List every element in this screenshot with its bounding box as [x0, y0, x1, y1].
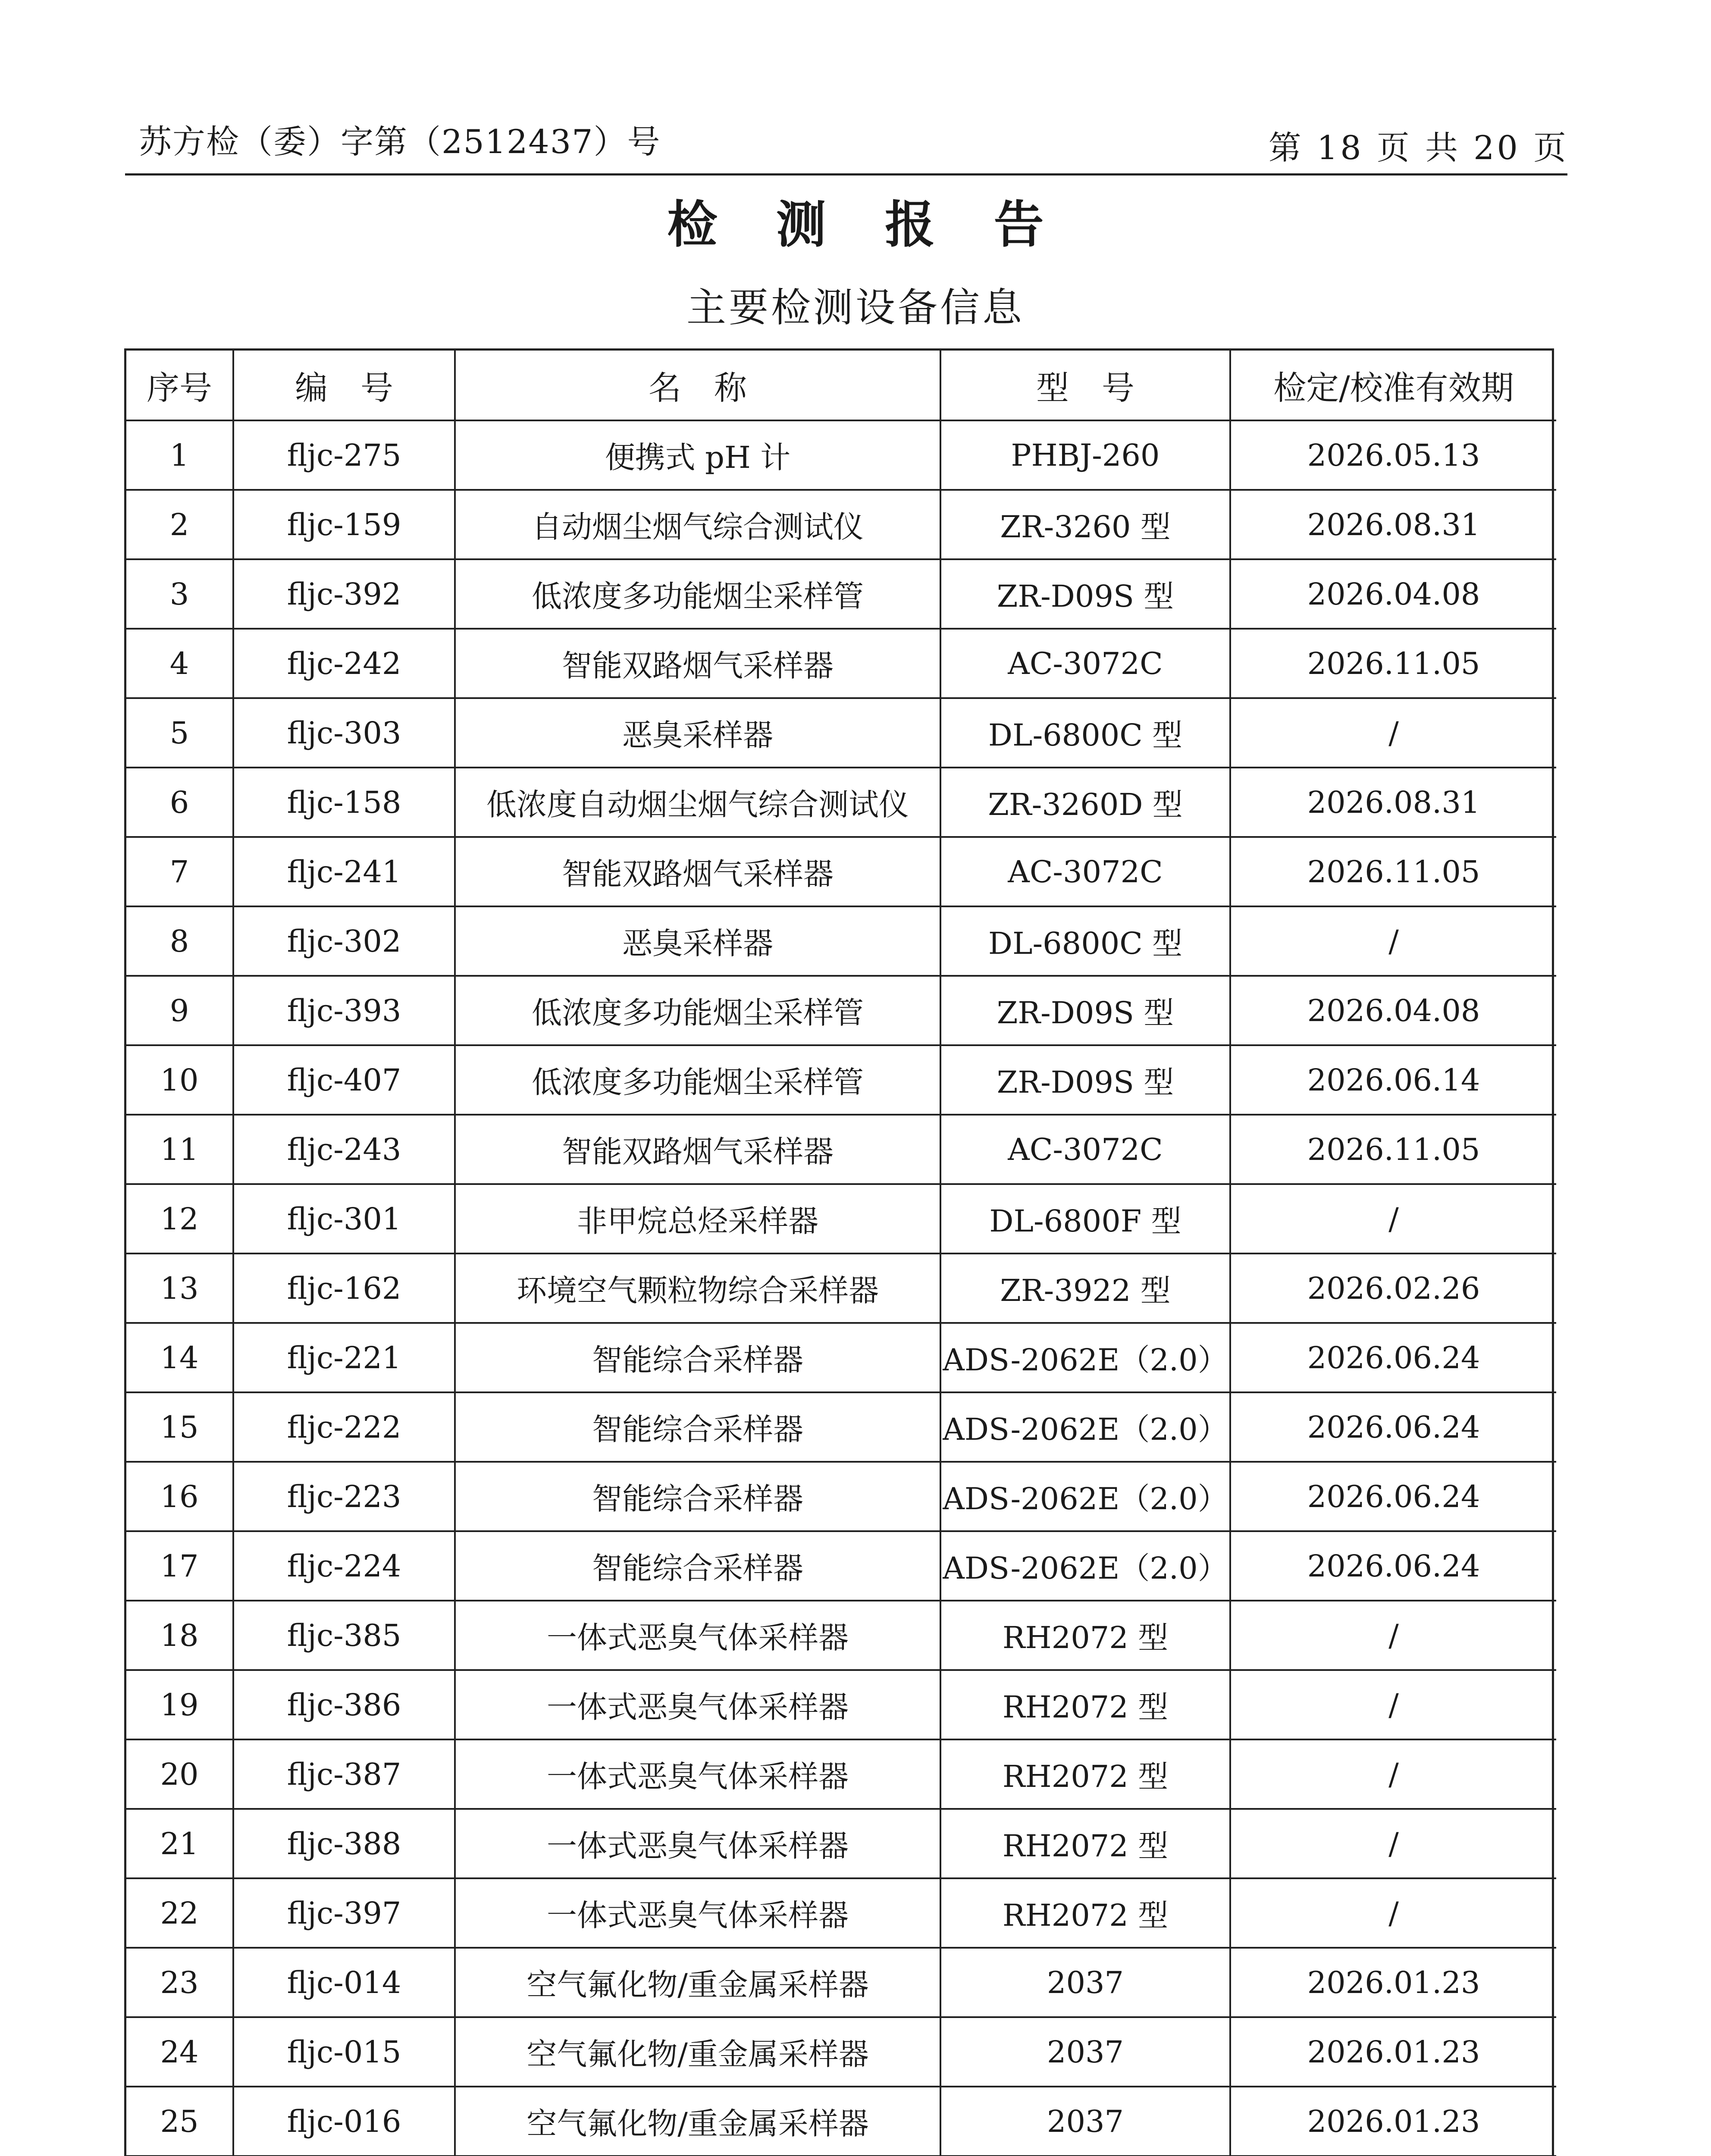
table-header-row: [126, 351, 1556, 420]
cell-col-code: fljc-016: [233, 2087, 455, 2156]
cell-col-validity: /: [1230, 1184, 1556, 1253]
cell-col-code: fljc-397: [233, 1878, 455, 1948]
table-row: [126, 2017, 1556, 2087]
cell-col-name: 低浓度自动烟尘烟气综合测试仪: [455, 768, 940, 837]
cell-col-index: 23: [126, 1948, 233, 2017]
cell-col-code: fljc-303: [233, 698, 455, 768]
cell-col-name: 智能双路烟气采样器: [455, 837, 940, 906]
cell-col-code: fljc-242: [233, 629, 455, 698]
cell-col-index: 9: [126, 976, 233, 1045]
table-row: [126, 1253, 1556, 1323]
cell-col-name: 智能综合采样器: [455, 1462, 940, 1531]
cell-col-validity: 2026.06.24: [1230, 1392, 1556, 1462]
cell-col-validity: 2026.11.05: [1230, 837, 1556, 906]
cell-col-name: 空气氟化物/重金属采样器: [455, 2017, 940, 2087]
table-row: [126, 1045, 1556, 1115]
cell-col-validity: /: [1230, 1809, 1556, 1878]
cell-col-model: ZR-3260D 型: [940, 768, 1230, 837]
cell-col-name: 非甲烷总烃采样器: [455, 1184, 940, 1253]
table-row: [126, 490, 1556, 559]
cell-col-code: fljc-015: [233, 2017, 455, 2087]
table-row: [126, 837, 1556, 906]
cell-col-index: 5: [126, 698, 233, 768]
cell-col-code: fljc-275: [233, 420, 455, 490]
cell-col-name: 低浓度多功能烟尘采样管: [455, 976, 940, 1045]
cell-col-validity: 2026.04.08: [1230, 559, 1556, 629]
cell-col-index: 18: [126, 1601, 233, 1670]
cell-col-model: DL-6800C 型: [940, 906, 1230, 976]
cell-col-index: 20: [126, 1739, 233, 1809]
cell-col-index: 17: [126, 1531, 233, 1601]
table-body: [126, 420, 1556, 2156]
cell-col-name: 智能综合采样器: [455, 1323, 940, 1392]
table-row: [126, 559, 1556, 629]
section-subtitle: 主要检测设备信息: [686, 285, 1025, 331]
cell-col-index: 19: [126, 1670, 233, 1739]
cell-col-validity: /: [1230, 698, 1556, 768]
cell-col-code: fljc-241: [233, 837, 455, 906]
table-row: [126, 1670, 1556, 1739]
cell-col-model: ZR-3260 型: [940, 490, 1230, 559]
header-divider: [125, 173, 1567, 175]
cell-col-validity: 2026.11.05: [1230, 1115, 1556, 1184]
cell-col-index: 14: [126, 1323, 233, 1392]
cell-col-validity: 2026.04.08: [1230, 976, 1556, 1045]
table-row: [126, 1392, 1556, 1462]
cell-col-model: AC-3072C: [940, 629, 1230, 698]
cell-col-code: fljc-388: [233, 1809, 455, 1878]
cell-col-index: 11: [126, 1115, 233, 1184]
table-row: [126, 420, 1556, 490]
cell-col-name: 一体式恶臭气体采样器: [455, 1878, 940, 1948]
cell-col-name: 恶臭采样器: [455, 906, 940, 976]
cell-col-index: 13: [126, 1253, 233, 1323]
cell-col-code: fljc-014: [233, 1948, 455, 2017]
cell-col-validity: 2026.06.24: [1230, 1323, 1556, 1392]
cell-col-code: fljc-243: [233, 1115, 455, 1184]
cell-col-code: fljc-223: [233, 1462, 455, 1531]
cell-col-code: fljc-386: [233, 1670, 455, 1739]
cell-col-model: RH2072 型: [940, 1809, 1230, 1878]
cell-col-index: 4: [126, 629, 233, 698]
report-title: 检 测 报 告: [667, 195, 1065, 254]
header-col-index: 序号: [126, 351, 233, 420]
cell-col-code: fljc-302: [233, 906, 455, 976]
table-row: [126, 2087, 1556, 2156]
cell-col-index: 15: [126, 1392, 233, 1462]
table-row: [126, 1601, 1556, 1670]
table-row: [126, 976, 1556, 1045]
table-row: [126, 1184, 1556, 1253]
cell-col-model: PHBJ-260: [940, 420, 1230, 490]
table-row: [126, 1878, 1556, 1948]
cell-col-name: 恶臭采样器: [455, 698, 940, 768]
cell-col-validity: 2026.01.23: [1230, 2017, 1556, 2087]
cell-col-model: ADS-2062E（2.0）: [940, 1462, 1230, 1531]
cell-col-validity: 2026.01.23: [1230, 2087, 1556, 2156]
cell-col-validity: 2026.06.24: [1230, 1531, 1556, 1601]
cell-col-model: ZR-D09S 型: [940, 559, 1230, 629]
cell-col-validity: /: [1230, 1601, 1556, 1670]
cell-col-name: 低浓度多功能烟尘采样管: [455, 559, 940, 629]
header-col-code: 编 号: [233, 351, 455, 420]
page-indicator: 第 18 页 共 20 页: [1268, 128, 1569, 167]
equipment-table: [126, 351, 1556, 2156]
cell-col-index: 22: [126, 1878, 233, 1948]
cell-col-name: 智能综合采样器: [455, 1531, 940, 1601]
cell-col-index: 2: [126, 490, 233, 559]
table-row: [126, 698, 1556, 768]
cell-col-model: 2037: [940, 1948, 1230, 2017]
table-row: [126, 1531, 1556, 1601]
cell-col-index: 6: [126, 768, 233, 837]
cell-col-model: ZR-D09S 型: [940, 1045, 1230, 1115]
table-row: [126, 1948, 1556, 2017]
cell-col-name: 一体式恶臭气体采样器: [455, 1809, 940, 1878]
cell-col-name: 一体式恶臭气体采样器: [455, 1670, 940, 1739]
cell-col-name: 空气氟化物/重金属采样器: [455, 1948, 940, 2017]
cell-col-code: fljc-162: [233, 1253, 455, 1323]
cell-col-name: 空气氟化物/重金属采样器: [455, 2087, 940, 2156]
cell-col-validity: 2026.08.31: [1230, 490, 1556, 559]
cell-col-model: AC-3072C: [940, 837, 1230, 906]
cell-col-model: DL-6800C 型: [940, 698, 1230, 768]
table-row: [126, 1462, 1556, 1531]
cell-col-index: 24: [126, 2017, 233, 2087]
cell-col-model: ADS-2062E（2.0）: [940, 1531, 1230, 1601]
cell-col-model: ZR-3922 型: [940, 1253, 1230, 1323]
cell-col-model: ADS-2062E（2.0）: [940, 1392, 1230, 1462]
cell-col-model: 2037: [940, 2017, 1230, 2087]
cell-col-name: 低浓度多功能烟尘采样管: [455, 1045, 940, 1115]
cell-col-index: 8: [126, 906, 233, 976]
cell-col-validity: 2026.01.23: [1230, 1948, 1556, 2017]
cell-col-validity: 2026.08.31: [1230, 768, 1556, 837]
cell-col-code: fljc-385: [233, 1601, 455, 1670]
cell-col-code: fljc-222: [233, 1392, 455, 1462]
cell-col-validity: 2026.05.13: [1230, 420, 1556, 490]
cell-col-model: DL-6800F 型: [940, 1184, 1230, 1253]
cell-col-name: 便携式 pH 计: [455, 420, 940, 490]
cell-col-index: 3: [126, 559, 233, 629]
cell-col-index: 10: [126, 1045, 233, 1115]
cell-col-validity: /: [1230, 906, 1556, 976]
equipment-table-frame: [124, 348, 1554, 2156]
cell-col-model: RH2072 型: [940, 1601, 1230, 1670]
table-row: [126, 906, 1556, 976]
cell-col-code: fljc-393: [233, 976, 455, 1045]
cell-col-code: fljc-221: [233, 1323, 455, 1392]
cell-col-name: 环境空气颗粒物综合采样器: [455, 1253, 940, 1323]
cell-col-index: 25: [126, 2087, 233, 2156]
cell-col-index: 1: [126, 420, 233, 490]
cell-col-name: 智能双路烟气采样器: [455, 1115, 940, 1184]
cell-col-validity: 2026.06.14: [1230, 1045, 1556, 1115]
cell-col-validity: /: [1230, 1739, 1556, 1809]
cell-col-name: 自动烟尘烟气综合测试仪: [455, 490, 940, 559]
cell-col-name: 一体式恶臭气体采样器: [455, 1601, 940, 1670]
cell-col-model: ZR-D09S 型: [940, 976, 1230, 1045]
cell-col-validity: 2026.02.26: [1230, 1253, 1556, 1323]
header-col-validity: 检定/校准有效期: [1230, 351, 1556, 420]
cell-col-model: AC-3072C: [940, 1115, 1230, 1184]
cell-col-validity: 2026.06.24: [1230, 1462, 1556, 1531]
cell-col-index: 21: [126, 1809, 233, 1878]
cell-col-name: 智能综合采样器: [455, 1392, 940, 1462]
cell-col-name: 智能双路烟气采样器: [455, 629, 940, 698]
cell-col-model: ADS-2062E（2.0）: [940, 1323, 1230, 1392]
table-row: [126, 1739, 1556, 1809]
cell-col-index: 7: [126, 837, 233, 906]
cell-col-model: RH2072 型: [940, 1878, 1230, 1948]
table-row: [126, 1115, 1556, 1184]
cell-col-validity: 2026.11.05: [1230, 629, 1556, 698]
cell-col-code: fljc-159: [233, 490, 455, 559]
cell-col-code: fljc-392: [233, 559, 455, 629]
table-row: [126, 1809, 1556, 1878]
cell-col-name: 一体式恶臭气体采样器: [455, 1739, 940, 1809]
table-row: [126, 768, 1556, 837]
report-number: 苏方检（委）字第（2512437）号: [139, 122, 661, 161]
cell-col-code: fljc-158: [233, 768, 455, 837]
cell-col-validity: /: [1230, 1670, 1556, 1739]
cell-col-code: fljc-301: [233, 1184, 455, 1253]
table-row: [126, 1323, 1556, 1392]
cell-col-index: 12: [126, 1184, 233, 1253]
table-row: [126, 629, 1556, 698]
header-col-model: 型 号: [940, 351, 1230, 420]
cell-col-code: fljc-407: [233, 1045, 455, 1115]
cell-col-model: RH2072 型: [940, 1670, 1230, 1739]
cell-col-code: fljc-387: [233, 1739, 455, 1809]
cell-col-code: fljc-224: [233, 1531, 455, 1601]
cell-col-model: 2037: [940, 2087, 1230, 2156]
cell-col-model: RH2072 型: [940, 1739, 1230, 1809]
header-col-name: 名 称: [455, 351, 940, 420]
cell-col-index: 16: [126, 1462, 233, 1531]
cell-col-validity: /: [1230, 1878, 1556, 1948]
